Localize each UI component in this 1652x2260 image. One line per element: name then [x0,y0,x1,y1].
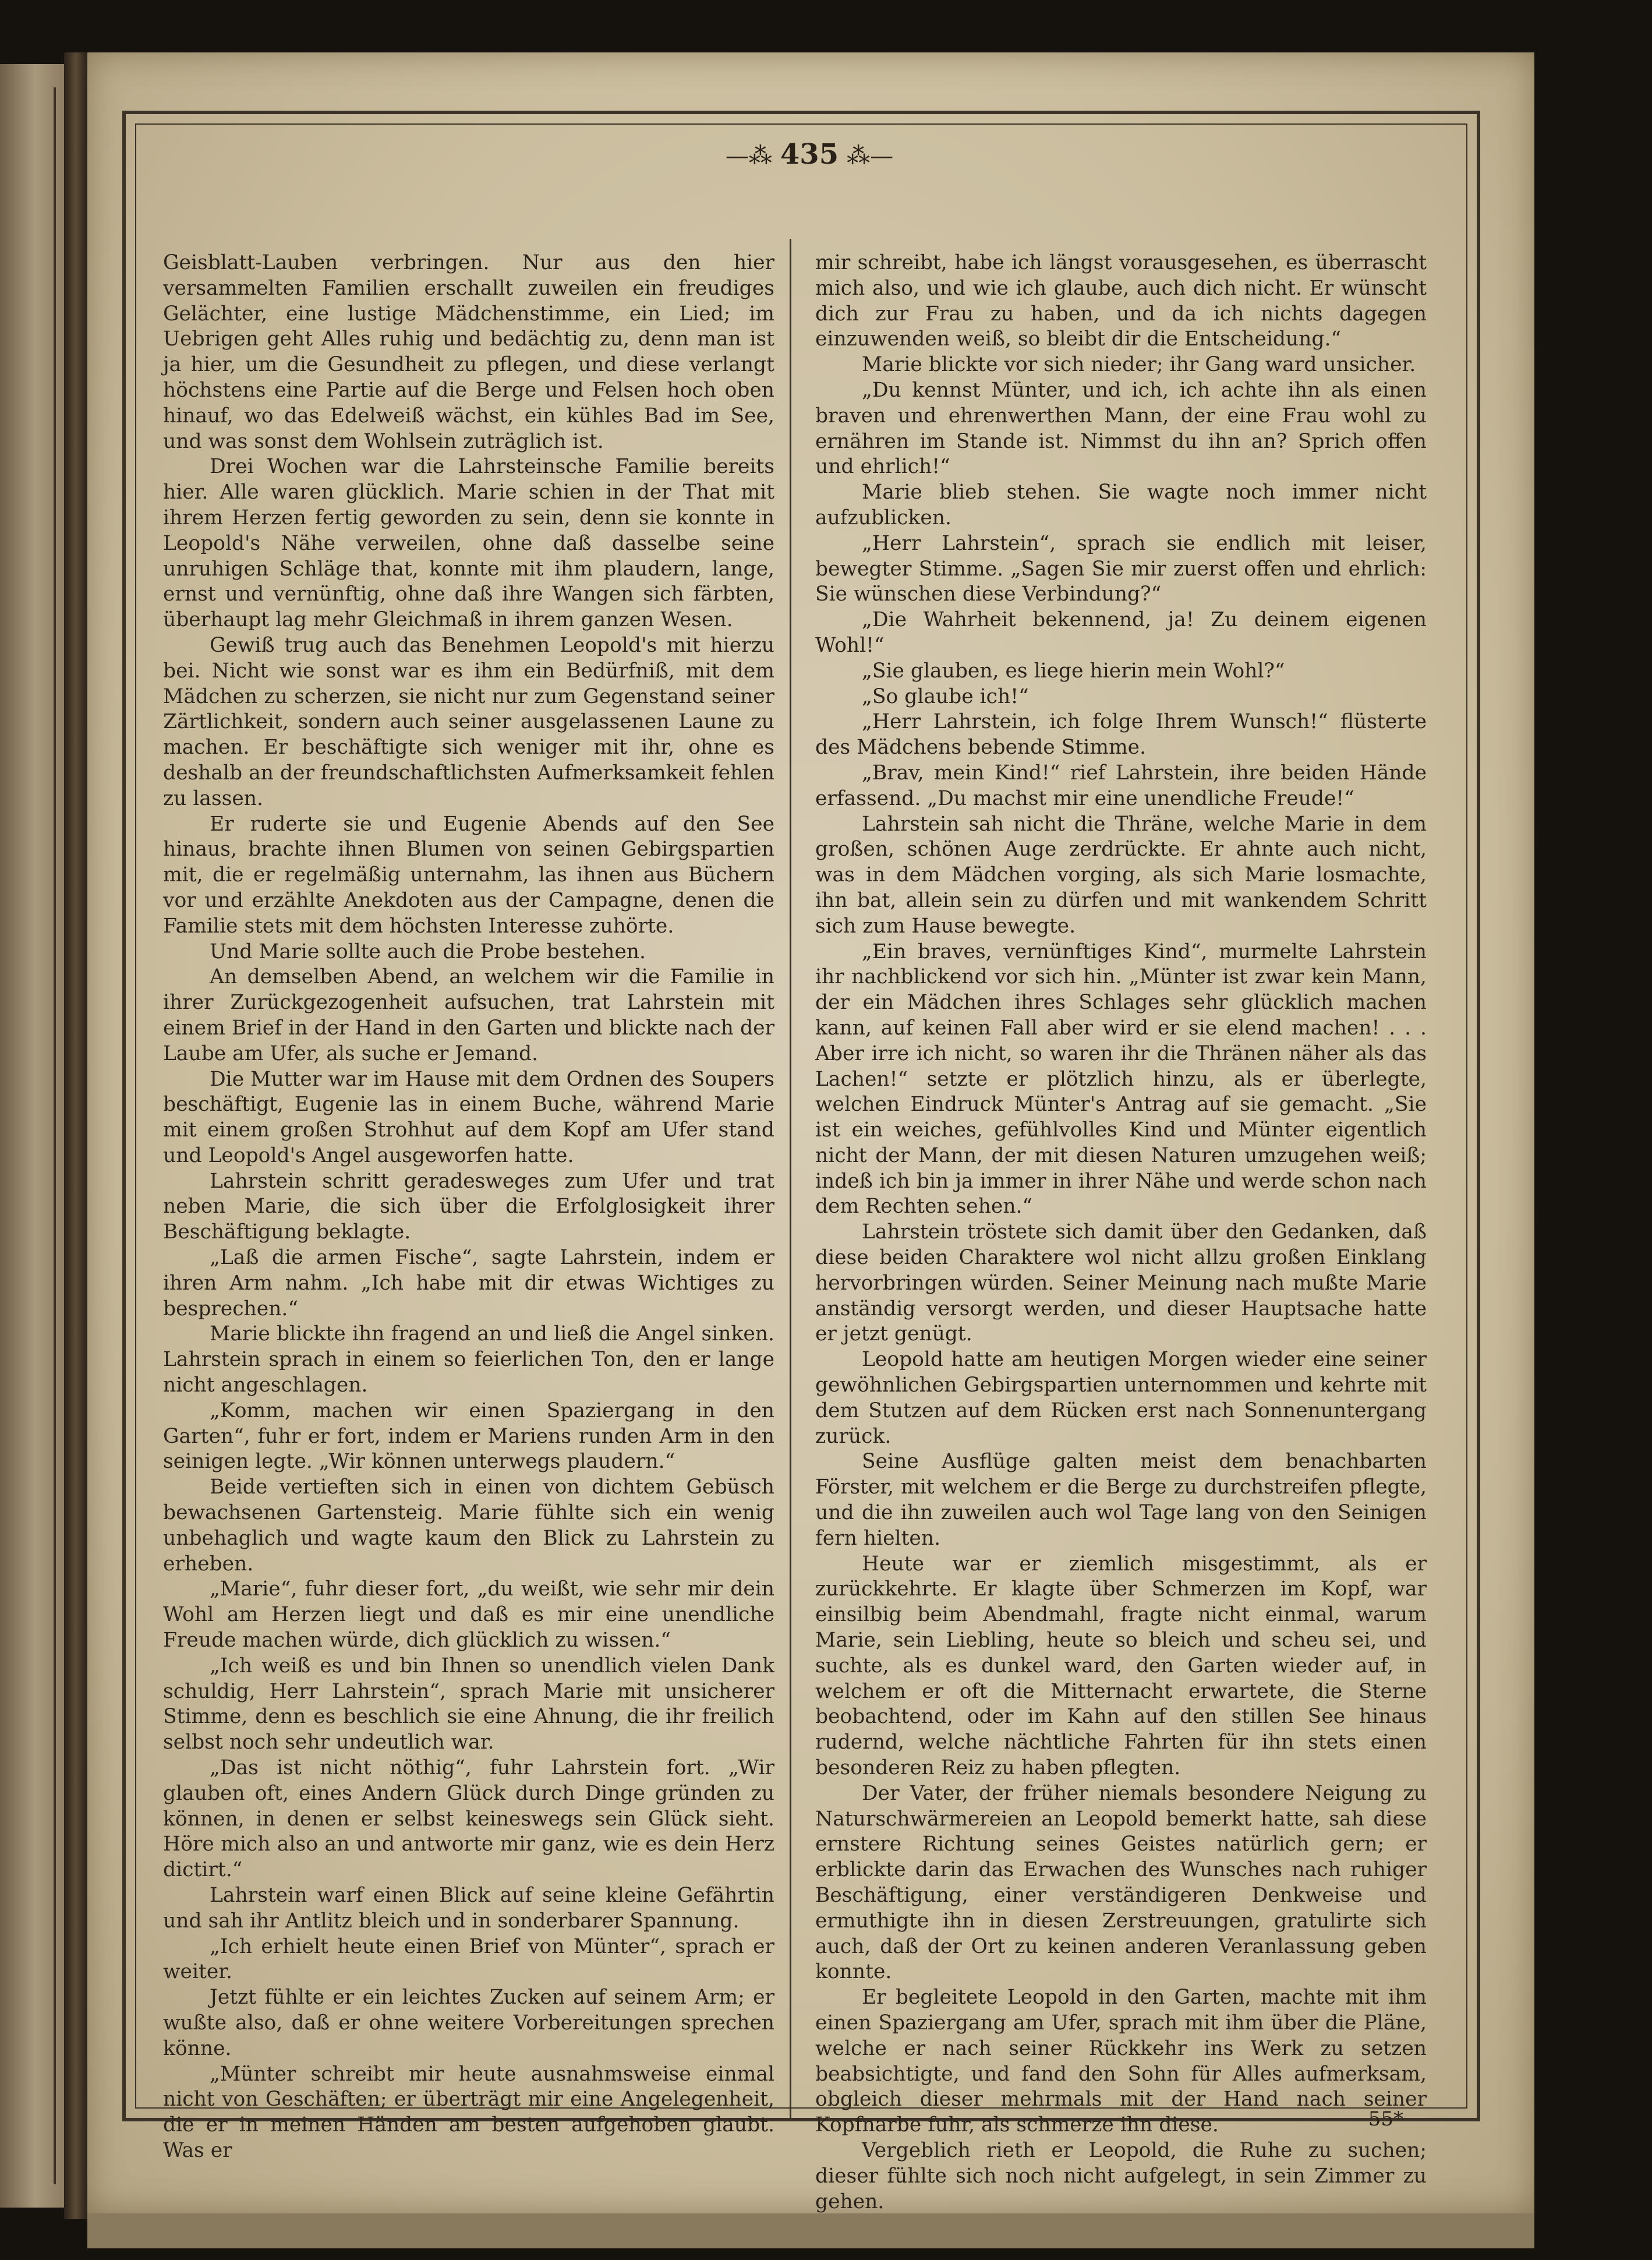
paragraph: „Brav, mein Kind!“ rief Lahrstein, ihre beiden Hände erfassend. „Du machst mir eine unendliche Freude!“ [815,761,1427,810]
paragraph: Lahrstein warf einen Blick auf seine kleine Gefährtin und sah ihr Antlitz bleich und in sonderbarer Spannung. [163,1884,774,1933]
paragraph: Die Mutter war im Hause mit dem Ordnen des Soupers beschäftigt, Eugenie las in einem Buche, während Marie mit einem großen Strohhut auf dem Kopf am Ufer stand und Leopold's Angel ausgeworfen hatte. [163,1067,774,1167]
paragraph: „Die Wahrheit bekennend, ja! Zu deinem eigenen Wohl!“ [815,608,1427,657]
column-divider [790,239,791,2120]
paragraph: Drei Wochen war die Lahrsteinsche Familie bereits hier. Alle waren glücklich. Marie schien in der That mit ihrem Herzen fertig geworden zu sein, denn sie konnte in Leopold's Nähe verweilen, ohne daß dasselbe seine unruhigen Schläge that, konnte mit ihm plaudern, lange, ernst und vernünftig, ohne daß ihre Wangen sich färbten, überhaupt lag mehr Gleichmaß in ihrem ganzen Wesen. [163,455,774,632]
paragraph: „Ich weiß es und bin Ihnen so unendlich vielen Dank schuldig, Herr Lahrstein“, sprach Marie mit unsicherer Stimme, denn es beschlich sie eine Ahnung, die ihr freilich selbst noch sehr undeutlich war. [163,1654,774,1754]
paragraph: Marie blickte vor sich nieder; ihr Gang ward unsicher. [862,353,1416,377]
paragraph: Jetzt fühlte er ein leichtes Zucken auf seinem Arm; er wußte also, daß er ohne weitere Vorbereitungen sprechen könne. [163,1986,774,2060]
paragraph: Der Vater, der früher niemals besondere Neigung zu Naturschwärmereien an Leopold bemerkt hatte, sah diese ernstere Richtung seines Geistes natürlich gern; er erblickte darin das Erwachen des Wunsches nach ruhiger Beschäftigung, einer verständigeren Denkweise und ermuthigte ihn in diesen Zerstreuungen, gratulirte sich auch, daß der Ort zu keinen anderen Veranlassung geben konnte. [815,1781,1427,1984]
paragraph: „So glaube ich!“ [862,684,1029,708]
paragraph: „Laß die armen Fische“, sagte Lahrstein, indem er ihren Arm nahm. „Ich habe mit dir etwas Wichtiges zu besprechen.“ [163,1246,774,1320]
book-spine [64,52,87,2219]
paragraph: Beide vertieften sich in einen von dichtem Gebüsch bewachsenen Gartensteig. Marie fühlte sich ein wenig unbehaglich und wagte kaum den Blick zu Lahrstein zu erheben. [163,1475,774,1576]
paragraph: Seine Ausflüge galten meist dem benachbarten Förster, mit welchem er die Berge zu durchstreifen pflegte, und die ihn zuweilen auch wol Tage lang von den Seinigen fern hielten. [815,1450,1427,1550]
left-column [163,250,774,2162]
paragraph: „Komm, machen wir einen Spaziergang in den Garten“, fuhr er fort, indem er Mariens runden Arm in den seinigen legte. „Wir können unterwegs plaudern.“ [163,1399,774,1474]
paragraph: „Sie glauben, es liege hierin mein Wohl?“ [862,659,1285,683]
paragraph: Und Marie sollte auch die Probe bestehen. [210,940,646,963]
page-header [693,131,926,178]
paragraph: „Du kennst Münter, und ich, ich achte ihn als einen braven und ehrenwerthen Mann, der eine Frau wohl zu ernähren im Stande ist. Nimmst du ihn an? Sprich offen und ehrlich!“ [815,378,1427,479]
paragraph: Er begleitete Leopold in den Garten, machte mit ihm einen Spaziergang am Ufer, sprach mit ihm über die Pläne, welche er nach seiner Rückkehr ins Werk zu setzen beabsichtigte, und fand den Sohn für Alles aufmerksam, obgleich dieser mehrmals mit der Hand nach seiner Kopfnarbe fuhr, als schmerze ihn diese. [815,1986,1427,2137]
paragraph: Leopold hatte am heutigen Morgen wieder eine seiner gewöhnlichen Gebirgspartien unternommen und kehrte mit dem Stutzen auf dem Rücken erst nach Sonnenuntergang zurück. [815,1348,1427,1448]
paragraph: Lahrstein sah nicht die Thräne, welche Marie in dem großen, schönen Auge zerdrückte. Er ahnte auch nicht, was in dem Mädchen vorging, als sich Marie losmachte, ihn bat, allein sein zu dürfen und mit wankendem Schritt sich zum Hause bewegte. [815,812,1427,938]
paragraph: „Ein braves, vernünftiges Kind“, murmelte Lahrstein ihr nachblickend vor sich hin. „Münter ist zwar kein Mann, der ein Mädchen ihres Schlages sehr glücklich machen kann, auf keinen Fall aber wird er sie elend machen! . . . Aber irre ich nicht, so waren ihr die Thränen näher als das Lachen!“ setzte er plötzlich hinzu, als er überlegte, welchen Eindruck Münter's Antrag auf sie gemacht. „Sie ist ein weiches, gefühlvolles Kind und Münter eigentlich nicht der Mann, der mit diesen Naturen umzugehen weiß; indeß ich bin ja immer in ihrer Nähe und werde schon nach dem Rechten sehen.“ [815,940,1427,1219]
ornament-right-icon: ⁂— [847,143,894,170]
signature-mark: 55* [1368,2107,1403,2131]
paragraph: Lahrstein tröstete sich damit über den Gedanken, daß diese beiden Charaktere wol nicht allzu großen Einklang hervorbringen würden. Seiner Meinung nach mußte Marie anständig versorgt werden, und dieser Hauptsache hatte er jetzt genügt. [815,1220,1427,1346]
paragraph: „Münter schreibt mir heute ausnahmsweise einmal nicht von Geschäften; er überträgt mir eine Angelegenheit, die er in meinen Händen am besten aufgehoben glaubt. Was er [163,2062,774,2162]
paragraph: „Ich erhielt heute einen Brief von Münter“, sprach er weiter. [163,1934,774,1984]
paragraph: „Marie“, fuhr dieser fort, „du weißt, wie sehr mir dein Wohl am Herzen liegt und daß es mir eine unendliche Freude machen würde, dich glücklich zu wissen.“ [163,1577,774,1652]
paragraph: Vergeblich rieth er Leopold, die Ruhe zu suchen; dieser fühlte sich noch nicht aufgelegt, in sein Zimmer zu gehen. [815,2138,1427,2213]
page-number: 435 [780,138,839,171]
previous-page-edge [0,64,68,2208]
paragraph: „Herr Lahrstein, ich folge Ihrem Wunsch!“ flüsterte des Mädchens bebende Stimme. [815,710,1427,760]
paragraph: Marie blickte ihn fragend an und ließ die Angel sinken. Lahrstein sprach in einem so feierlichen Ton, den er lange nicht angeschlagen. [163,1322,774,1397]
paragraph: Geisblatt-Lauben verbringen. Nur aus den hier versammelten Familien erschallt zuweilen ein freudiges Gelächter, eine lustige Mädchenstimme, ein Lied; im Uebrigen geht Alles ruhig und bedächtig zu, denn man ist ja hier, um die Gesundheit zu pflegen, und diese verlangt höchstens eine Partie auf die Berge und Felsen hoch oben hinauf, wo das Edelweiß wächst, ein kühles Bad im See, und was sonst dem Wohlsein zuträglich ist. [163,251,774,453]
paragraph: An demselben Abend, an welchem wir die Familie in ihrer Zurückgezogenheit aufsuchen, trat Lahrstein mit einem Brief in der Hand in den Garten und blickte nach der Laube am Ufer, als suche er Jemand. [163,965,774,1065]
paragraph: Gewiß trug auch das Benehmen Leopold's mit hierzu bei. Nicht wie sonst war es ihm ein Bedürfniß, mit dem Mädchen zu scherzen, sie nicht nur zum Gegenstand seiner Zärtlichkeit, sondern auch seiner ausgelassenen Laune zu machen. Er beschäftigte sich weniger mit ihr, ohne es deshalb an der freundschaftlichsten Aufmerksamkeit fehlen zu lassen. [163,633,774,810]
book-page [87,52,1534,2213]
paragraph: „Das ist nicht nöthig“, fuhr Lahrstein fort. „Wir glauben oft, eines Andern Glück durch Dinge gründen zu können, in denen er selbst keineswegs sein Glück sieht. Höre mich also an und antworte mir ganz, wie es dein Herz dictirt.“ [163,1756,774,1882]
paragraph: Heute war er ziemlich misgestimmt, als er zurückkehrte. Er klagte über Schmerzen im Kopf, war einsilbig beim Abendmahl, fragte nicht einmal, warum Marie, sein Liebling, heute so bleich und scheu sei, und suchte, als es dunkel ward, den Garten wieder auf, in welchem er oft die Mitternacht erwartete, die Sterne beobachtend, oder im Kahn auf den stillen See hinaus rudernd, welche nächtliche Fahrten für ihn stets einen besonderen Reiz zu haben pflegten. [815,1552,1427,1780]
paragraph: mir schreibt, habe ich längst vorausgesehen, es überrascht mich also, und wie ich glaube, auch dich nicht. Er wünscht dich zur Frau zu haben, und da ich nichts dagegen einzuwenden weiß, so bleibt dir die Entscheidung.“ [815,251,1427,351]
paragraph: Er ruderte sie und Eugenie Abends auf den See hinaus, brachte ihnen Blumen von seinen Gebirgspartien mit, die er regelmäßig unternahm, las ihnen aus Büchern vor und erzählte Anekdoten aus der Campagne, denen die Familie stets mit dem höchsten Interesse zuhörte. [163,812,774,938]
paragraph: Marie blieb stehen. Sie wagte noch immer nicht aufzublicken. [815,481,1427,529]
paragraph: Lahrstein schritt geradesweges zum Ufer und trat neben Marie, die sich über die Erfolglosigkeit ihrer Beschäftigung beklagte. [163,1169,774,1244]
book-bottom-edge [87,2213,1534,2248]
ornament-left-icon: —⁂ [725,143,772,170]
paragraph: „Herr Lahrstein“, sprach sie endlich mit leiser, bewegter Stimme. „Sagen Sie mir zuerst offen und ehrlich: Sie wünschen diese Verbindung?“ [815,531,1427,606]
